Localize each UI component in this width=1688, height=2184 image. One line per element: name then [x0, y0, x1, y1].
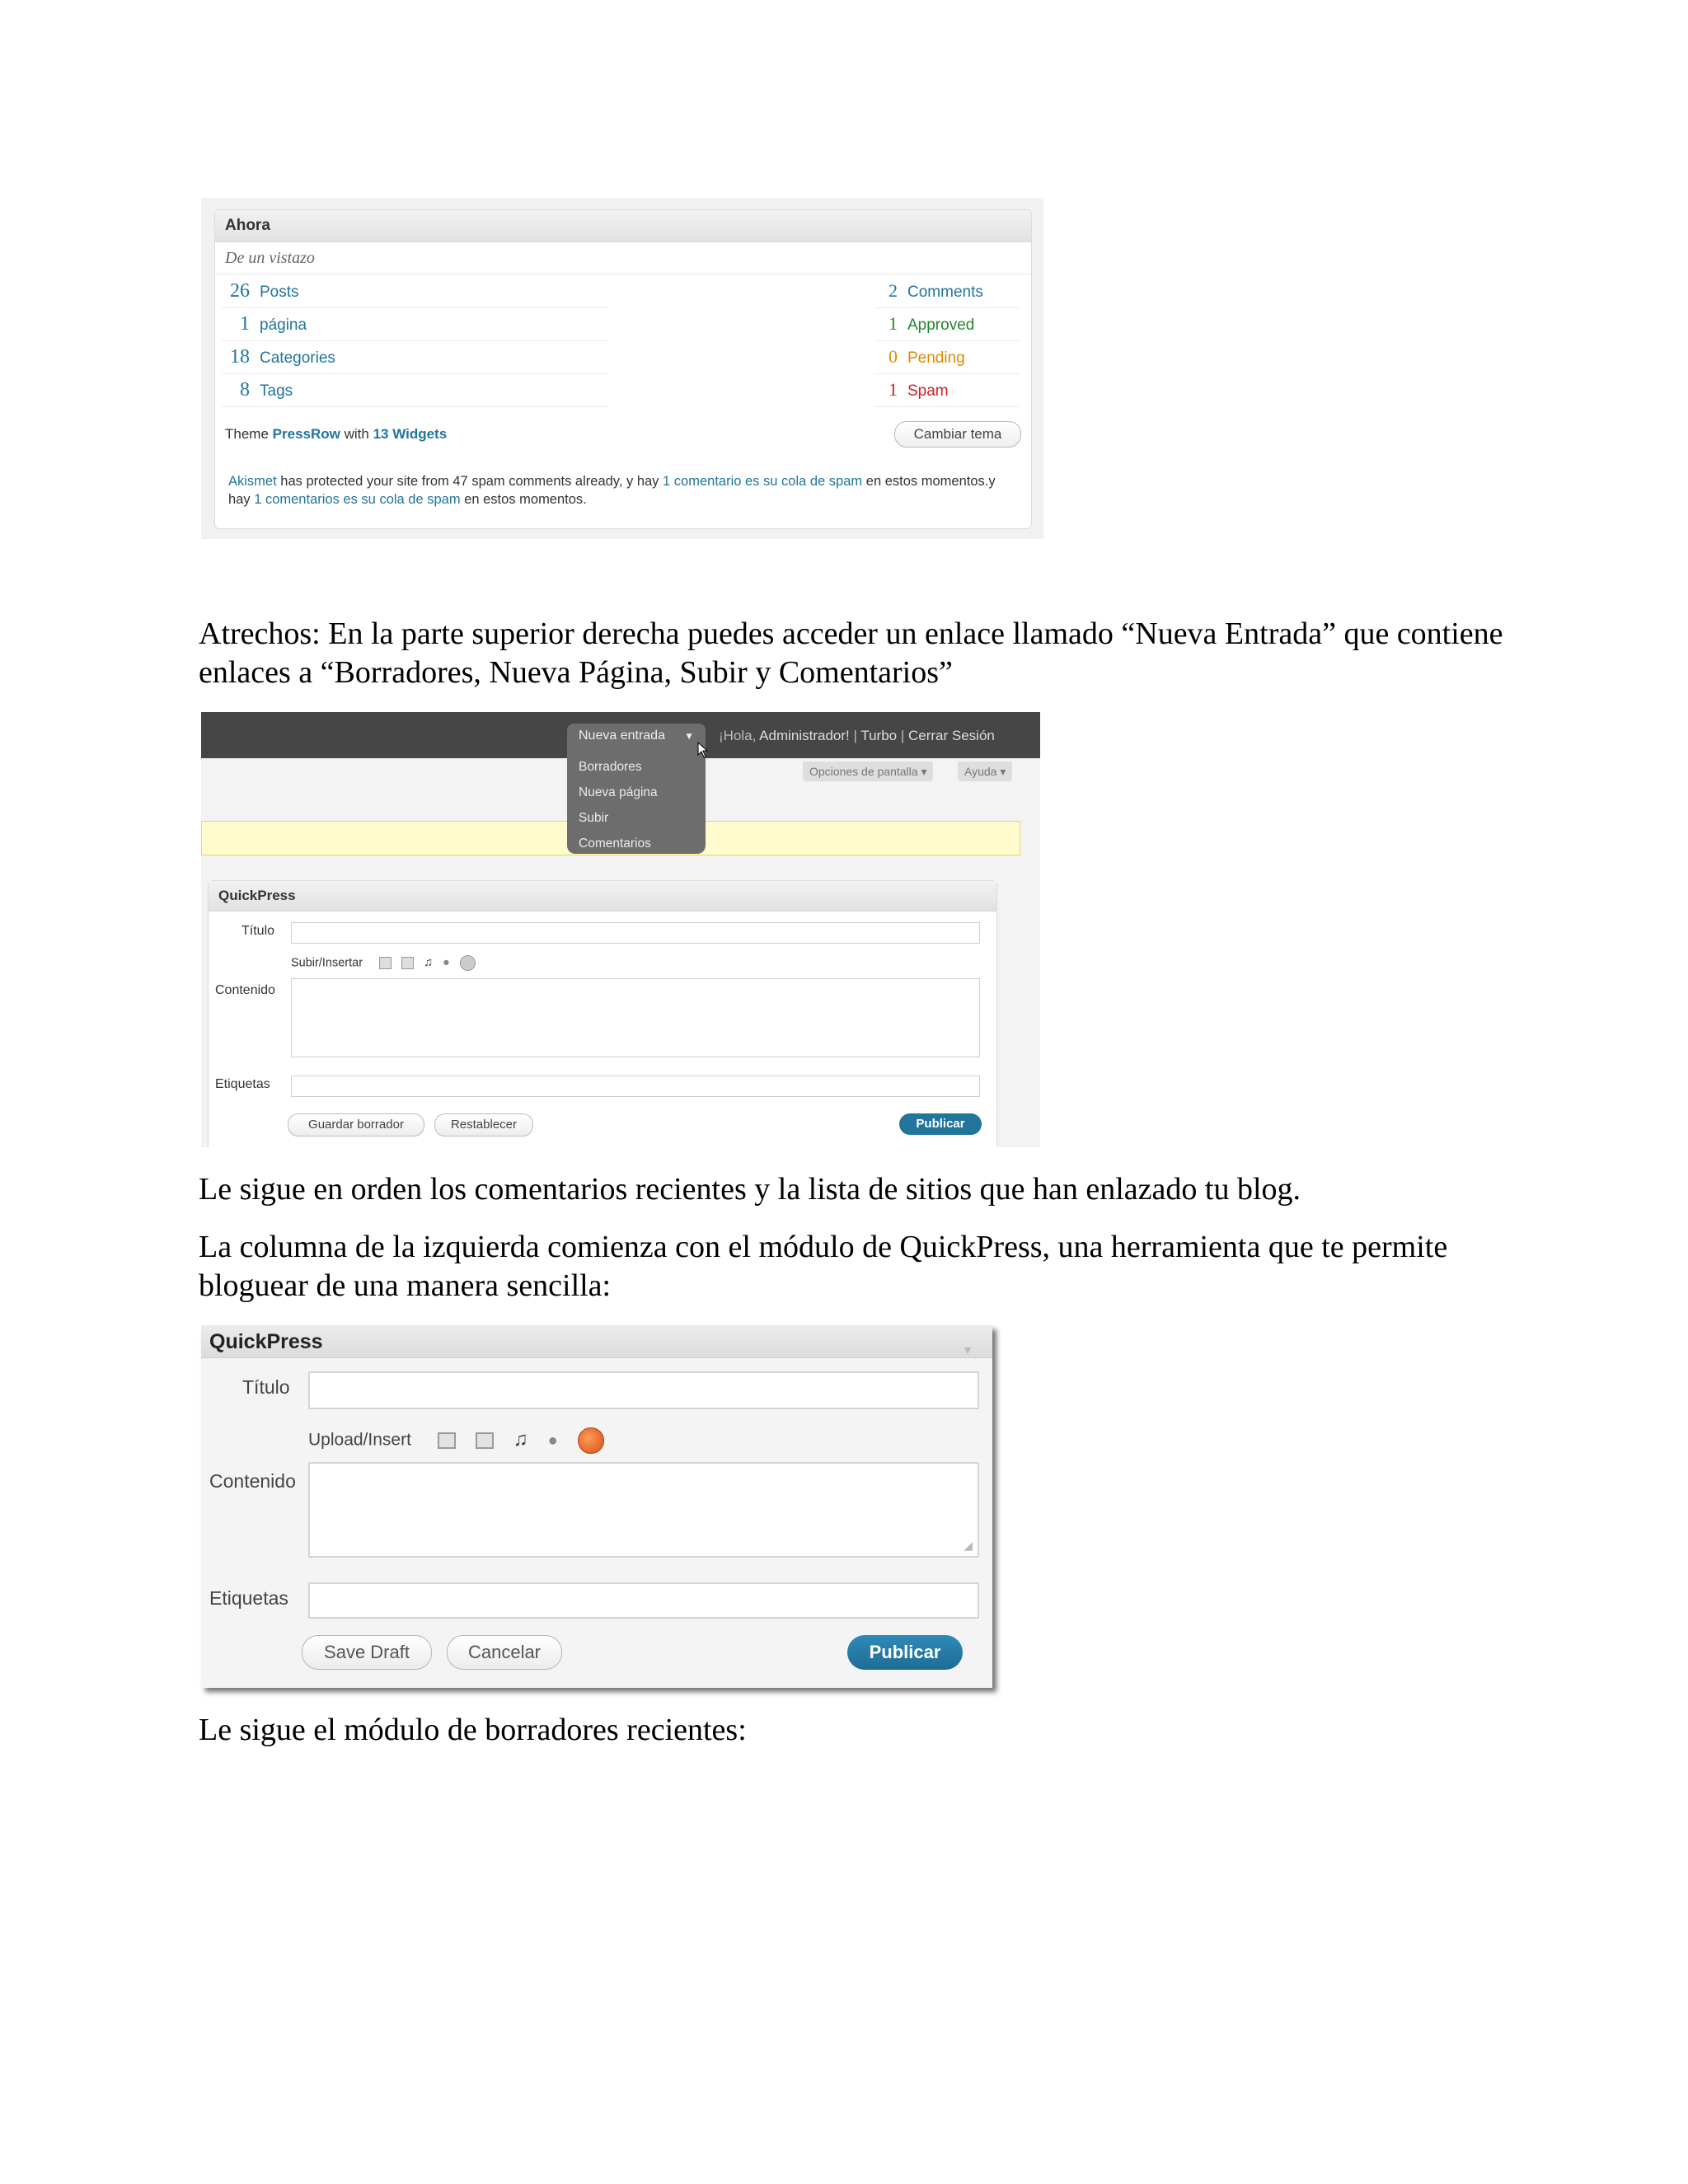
chevron-down-icon: ▾	[921, 765, 927, 778]
stat-label: Posts	[260, 284, 299, 301]
content-label: Contenido	[215, 983, 275, 997]
menu-item-upload[interactable]: Subir	[579, 811, 609, 825]
content-textarea[interactable]	[291, 978, 980, 1057]
media-icon[interactable]: ●	[547, 1431, 558, 1450]
upload-insert-bar	[291, 955, 476, 971]
paragraph-recent-comments: Le sigue en orden los comentarios recientes y la lista de sitios que han enlazado tu blog.	[199, 1172, 1301, 1207]
image-icon[interactable]	[438, 1432, 456, 1449]
new-entry-dropdown[interactable]	[567, 724, 706, 748]
logout-link[interactable]: Cerrar Sesión	[908, 728, 995, 743]
tags-input[interactable]	[308, 1582, 979, 1619]
quickpress-widget-small	[208, 880, 997, 1147]
tags-label: Etiquetas	[209, 1587, 288, 1609]
content-textarea[interactable]	[308, 1462, 979, 1558]
menu-item-new-page[interactable]: Nueva página	[579, 785, 658, 799]
akismet-text: en estos momentos.	[464, 492, 587, 507]
now-widget	[214, 209, 1032, 529]
theme-name-link[interactable]: PressRow	[272, 426, 340, 442]
paragraph-new-entry: Atrechos: En la parte superior derecha puedes acceder un enlace llamado “Nueva Entrada” que contiene enlaces a “Borradores, Nueva Página, Subir y Comentarios”	[199, 616, 1503, 690]
stat-row-categories[interactable]	[222, 340, 609, 374]
chevron-down-icon: ▾	[1000, 765, 1006, 778]
turbo-link[interactable]: Turbo	[860, 728, 898, 743]
media-icon[interactable]: ●	[442, 956, 450, 970]
stat-count: 18	[230, 346, 250, 368]
resize-handle-icon[interactable]: ◢	[964, 1539, 973, 1552]
stat-count: 8	[240, 379, 250, 401]
upload-insert-label: Upload/Insert	[308, 1430, 411, 1450]
add-media-icon[interactable]	[460, 955, 476, 971]
stat-label: Approved	[907, 316, 975, 334]
stat-count: 1	[889, 379, 898, 400]
stat-label: Tags	[260, 382, 293, 400]
akismet-notice	[228, 472, 1020, 509]
save-draft-button[interactable]: Save Draft	[302, 1635, 432, 1670]
stat-row-posts[interactable]	[222, 274, 609, 308]
paragraph-quickpress-intro: La columna de la izquierda comienza con el módulo de QuickPress, una herramienta que te permite bloguear de una manera sencilla:	[199, 1230, 1448, 1303]
stat-label: página	[260, 316, 307, 334]
chevron-down-icon: ▼	[684, 730, 694, 742]
quickpress-screenshot	[201, 1325, 992, 1688]
akismet-link[interactable]: Akismet	[228, 474, 277, 489]
stat-count: 1	[240, 313, 250, 335]
stat-row-spam[interactable]	[874, 373, 1020, 407]
stat-label: Pending	[907, 349, 965, 367]
video-icon[interactable]	[401, 957, 414, 969]
new-entry-label: Nueva entrada	[579, 729, 665, 743]
tags-label: Etiquetas	[215, 1077, 270, 1091]
quickpress-title: QuickPress	[209, 881, 996, 912]
now-widget-title: Ahora	[215, 210, 1031, 242]
stat-count: 0	[889, 346, 898, 367]
stat-label: Categories	[260, 349, 335, 367]
change-theme-button[interactable]: Cambiar tema	[894, 421, 1021, 448]
title-input[interactable]	[308, 1371, 979, 1409]
music-icon[interactable]: ♫	[513, 1427, 528, 1451]
stat-label: Comments	[907, 284, 983, 301]
title-input[interactable]	[291, 922, 980, 944]
help-label: Ayuda	[964, 765, 997, 778]
stat-row-comments[interactable]	[874, 274, 1020, 308]
screen-options-button[interactable]	[803, 762, 933, 781]
quickpress-title	[201, 1325, 992, 1358]
music-icon[interactable]: ♫	[424, 956, 433, 970]
paragraph-recent-drafts: Le sigue el módulo de borradores recientes:	[199, 1713, 747, 1747]
greeting-text: ¡Hola,	[719, 728, 757, 743]
screen-options-label: Opciones de pantalla	[809, 765, 918, 778]
now-widget-screenshot	[201, 198, 1043, 539]
menu-item-comments[interactable]: Comentarios	[579, 837, 651, 851]
stat-label: Spam	[907, 382, 949, 400]
video-icon[interactable]	[476, 1432, 494, 1449]
theme-prefix: Theme	[225, 426, 269, 442]
akismet-text: has protected your site from 47 spam comments already, y hay	[280, 474, 659, 489]
admin-user-links: ¡Hola, Administrador! | Turbo | Cerrar Sesión	[719, 728, 995, 743]
stat-count: 1	[889, 313, 898, 334]
save-draft-button[interactable]: Guardar borrador	[288, 1113, 424, 1137]
stat-count: 26	[230, 280, 250, 302]
help-button[interactable]	[958, 762, 1012, 781]
mouse-cursor-icon	[697, 742, 709, 762]
new-entry-menu	[567, 748, 706, 854]
add-media-icon[interactable]	[578, 1427, 604, 1454]
title-label: Título	[242, 1376, 290, 1398]
user-link[interactable]: Administrador!	[759, 728, 850, 743]
content-label: Contenido	[209, 1470, 296, 1492]
cancel-button[interactable]: Cancelar	[447, 1635, 562, 1670]
stat-row-pages[interactable]	[222, 307, 609, 341]
theme-info	[225, 426, 447, 443]
akismet-text: en estos momentos.y hay	[228, 474, 996, 507]
stat-row-approved[interactable]	[874, 307, 1020, 341]
now-widget-subtitle: De un vistazo	[215, 242, 1031, 274]
image-icon[interactable]	[379, 957, 392, 969]
publish-button[interactable]: Publicar	[847, 1635, 963, 1670]
stat-row-pending[interactable]	[874, 340, 1020, 374]
theme-with-text: with	[344, 426, 369, 442]
reset-button[interactable]: Restablecer	[434, 1113, 533, 1137]
tags-input[interactable]	[291, 1076, 980, 1097]
admin-screenshot	[201, 712, 1040, 1147]
spam-queue-link[interactable]: 1 comentarios es su cola de spam	[254, 492, 461, 507]
upload-insert-bar	[308, 1427, 604, 1454]
stat-row-tags[interactable]	[222, 373, 609, 407]
quickpress-title-text: QuickPress	[209, 1330, 323, 1353]
title-label: Título	[241, 924, 275, 938]
upload-insert-label: Subir/Insertar	[291, 956, 363, 970]
theme-widgets-link[interactable]: 13 Widgets	[373, 426, 448, 442]
spam-queue-link[interactable]: 1 comentario es su cola de spam	[663, 474, 863, 489]
publish-button[interactable]: Publicar	[899, 1113, 982, 1135]
menu-item-drafts[interactable]: Borradores	[579, 760, 642, 774]
stat-count: 2	[889, 280, 898, 301]
collapse-toggle-icon[interactable]: ▼	[962, 1343, 973, 1357]
